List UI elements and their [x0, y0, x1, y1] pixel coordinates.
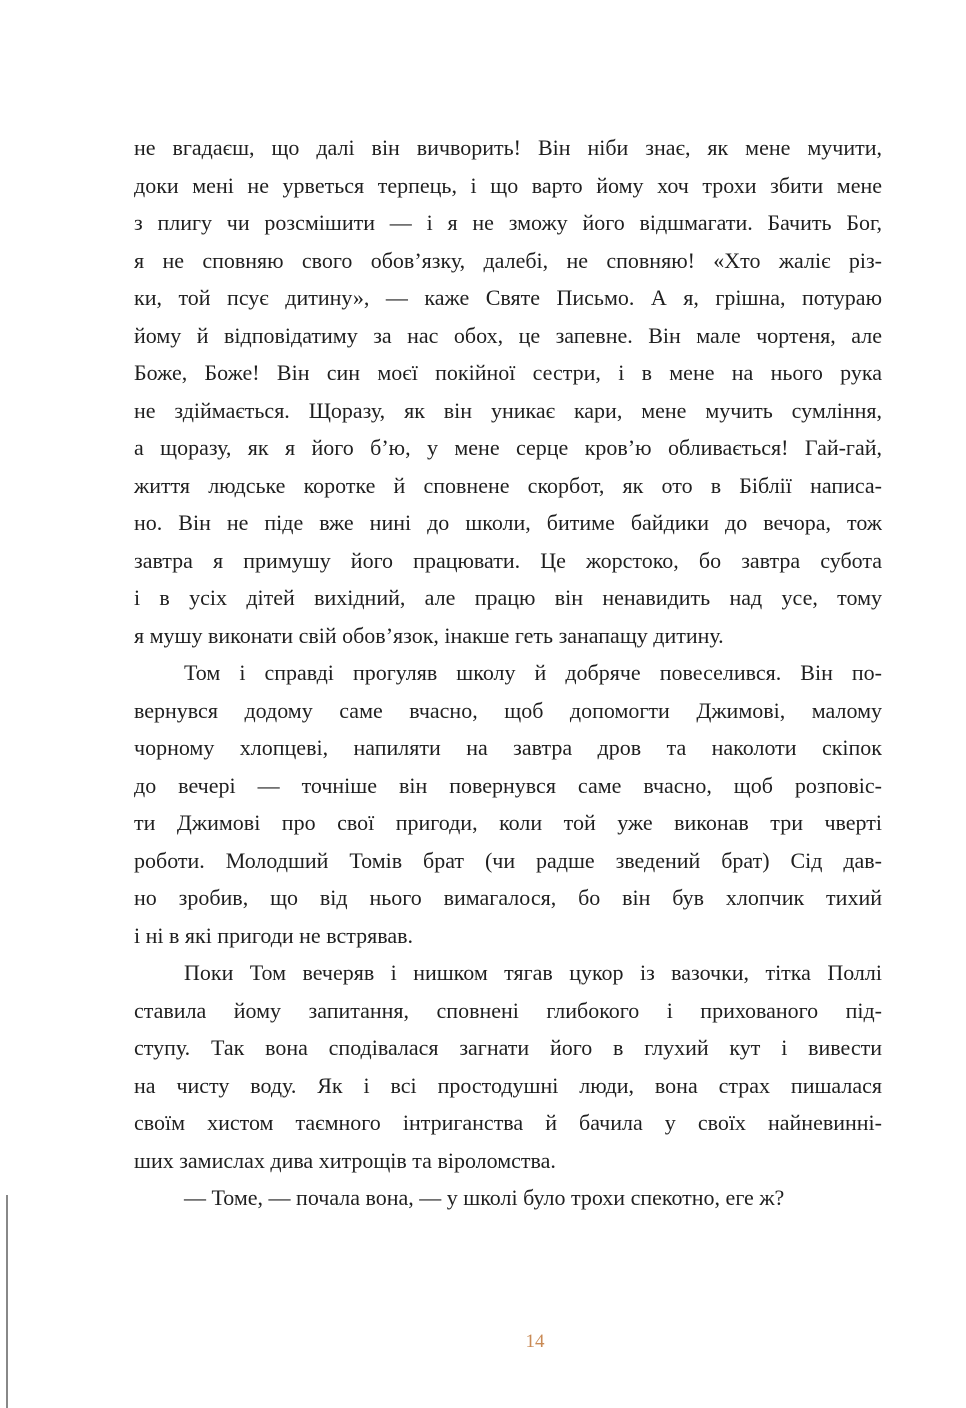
paragraph — [134, 1179, 882, 1217]
text-line: но зробив, що від нього вимагалося, бо він був хлопчик тихий — [134, 885, 882, 910]
text-line: но. Він не піде вже нині до школи, битиме байдики до вечора, тож — [134, 510, 882, 535]
text-line: на чисту воду. Як і всі простодушні люди, вона страх пишалася — [134, 1072, 882, 1098]
text-line: завтра я примушу його працювати. Це жорстоко, бо завтра субота — [134, 547, 882, 573]
text-line: йому й відповідатиму за нас обох, це запевне. Він мале чортеня, але — [134, 322, 882, 348]
text-line: життя людське коротке й сповнене скорбот, як ото в Біблії написа- — [134, 472, 882, 498]
text-line: ки, той псує дитину», — каже Святе Письмо. А я, грішна, потураю — [134, 285, 882, 310]
text-line: я не сповняю свого обов’язку, далебі, не сповняю! «Хто жаліє різ- — [134, 247, 882, 273]
page-body-text — [134, 129, 882, 1217]
page-number: 14 — [525, 1331, 545, 1352]
text-line: а щоразу, як я його б’ю, у мене серце кров’ю обливається! Гай-гай, — [134, 435, 882, 460]
scan-edge-artifact — [6, 1195, 8, 1408]
text-line: до вечері — точніше він повернувся саме вчасно, щоб розповіс- — [134, 772, 882, 798]
text-line: Том і справді прогуляв школу й добряче повеселився. Він по- — [184, 660, 882, 685]
text-line: і ні в які пригоди не встрявав. — [134, 922, 413, 948]
text-line: доки мені не урветься терпець, і що варто йому хоч трохи збити мене — [134, 172, 882, 198]
text-line: роботи. Молодший Томів брат (чи радше зведений брат) Сід дав- — [134, 847, 882, 873]
text-line: я мушу виконати свій обов’язок, інакше геть занапащу дитину. — [134, 622, 724, 648]
text-line: з плигу чи розсмішити — і я не зможу його відшмагати. Бачить Бог, — [134, 210, 882, 235]
text-line: чорному хлопцеві, напиляти на завтра дров та наколоти скіпок — [134, 735, 882, 760]
paragraph — [134, 129, 882, 654]
paragraph — [134, 954, 882, 1179]
text-line: ти Джимові про свої пригоди, коли той уже виконав три чверті — [134, 810, 882, 835]
text-line: ставила йому запитання, сповнені глибокого і прихованого під- — [134, 997, 882, 1023]
paragraph — [134, 654, 882, 954]
text-line: своїм хистом таємного інтриганства й бачила у своїх найневинні- — [134, 1110, 882, 1135]
text-line: — Томе, — почала вона, — у школі було трохи спекотно, еге ж? — [184, 1185, 785, 1210]
text-line: Боже, Боже! Він син моєї покійної сестри, і в мене на нього рука — [134, 360, 882, 385]
text-line: вернувся додому саме вчасно, щоб допомогти Джимові, малому — [134, 697, 882, 723]
text-line: і в усіх дітей вихідний, але працю він ненавидить над усе, тому — [134, 585, 882, 610]
text-line: ступу. Так вона сподівалася загнати його в глухий кут і вивести — [134, 1035, 882, 1060]
text-line: не здіймається. Щоразу, як він уникає кари, мене мучить сумління, — [134, 397, 882, 423]
text-line: ших замислах дива хитрощів та віроломства. — [134, 1147, 556, 1173]
text-line: не вгадаєш, що далі він вичворить! Він ніби знає, як мене мучити, — [134, 135, 882, 160]
text-line: Поки Том вечеряв і нишком тягав цукор із вазочки, тітка Поллі — [184, 960, 882, 985]
